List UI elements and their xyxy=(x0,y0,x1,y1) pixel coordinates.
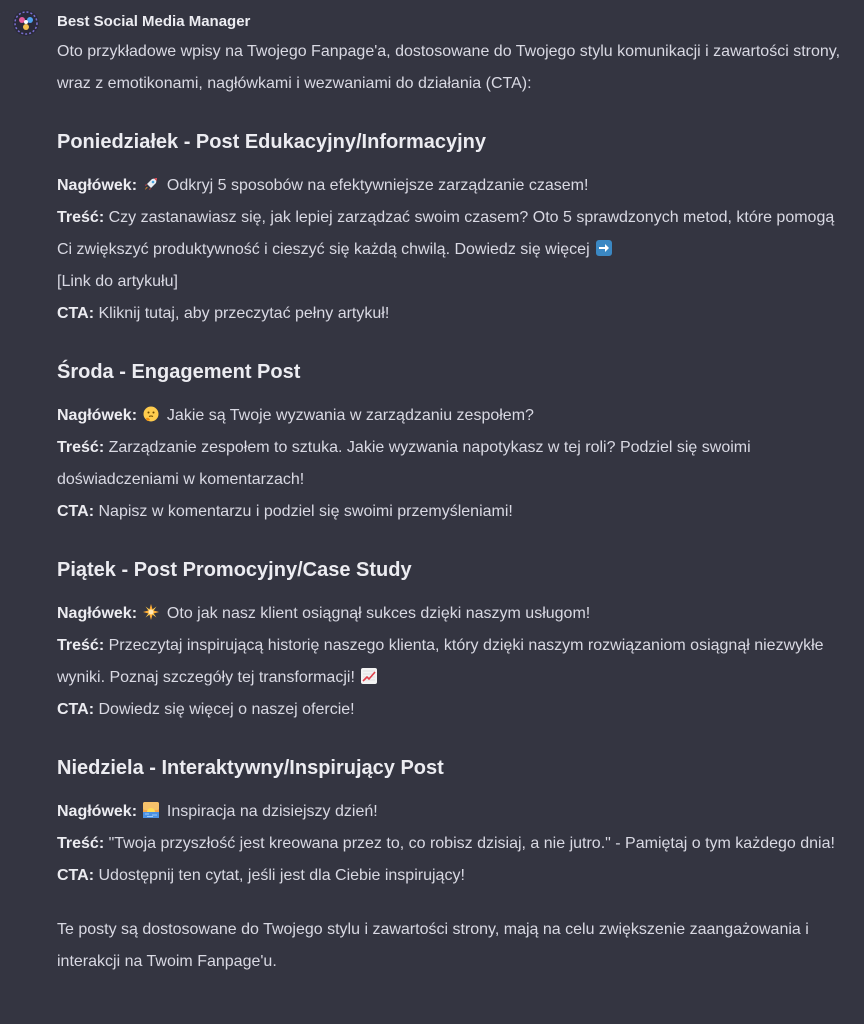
cta-label: CTA: xyxy=(57,867,95,884)
rocket-icon xyxy=(143,176,159,192)
cta-label: CTA: xyxy=(57,701,95,718)
chart-increasing-icon xyxy=(361,668,377,684)
body-line xyxy=(57,630,852,694)
section-title-monday: Poniedziałek - Post Edukacyjny/Informacyjny xyxy=(57,131,487,153)
cta-text: Napisz w komentarzu i podziel się swoimi przemyśleniami! xyxy=(98,503,513,520)
gpt-avatar-icon xyxy=(13,10,39,36)
article-link[interactable]: [Link do artykułu] xyxy=(57,273,178,290)
body-line xyxy=(57,202,852,298)
section-title-sunday: Niedziela - Interaktywny/Inspirujący Post xyxy=(57,757,444,779)
headline-label: Nagłówek: xyxy=(57,803,138,820)
right-arrow-icon xyxy=(596,240,612,256)
body-text: Czy zastanawiasz się, jak lepiej zarządzać swoim czasem? Oto 5 sprawdzonych metod, które pomogą Ci zwiększyć produktywność i cieszyć się każdą chwilą. Dowiedz się więcej xyxy=(57,209,835,258)
cta-text: Udostępnij ten cytat, jeśli jest dla Ciebie inspirujący! xyxy=(98,867,465,884)
message-content xyxy=(57,36,852,978)
cta-line xyxy=(57,860,852,892)
sunrise-icon xyxy=(143,802,159,818)
section-title-friday: Piątek - Post Promocyjny/Case Study xyxy=(57,559,412,581)
cta-line xyxy=(57,496,852,528)
headline-line xyxy=(57,796,852,828)
thinking-face-icon xyxy=(143,406,159,422)
body-label: Treść: xyxy=(57,835,105,852)
headline-text: Jakie są Twoje wyzwania w zarządzaniu zespołem? xyxy=(166,407,534,424)
headline-line xyxy=(57,400,852,432)
cta-line xyxy=(57,298,852,330)
cta-label: CTA: xyxy=(57,305,95,322)
body-label: Treść: xyxy=(57,637,105,654)
headline-label: Nagłówek: xyxy=(57,407,138,424)
headline-line xyxy=(57,598,852,630)
body-label: Treść: xyxy=(57,209,105,226)
headline-text: Odkryj 5 sposobów na efektywniejsze zarządzanie czasem! xyxy=(166,177,589,194)
body-text: Przeczytaj inspirującą historię naszego klienta, który dzięki naszym rozwiązaniom osiągnął niezwykłe wyniki. Poznaj szczegóły tej transformacji! xyxy=(57,637,824,686)
cta-text: Kliknij tutaj, aby przeczytać pełny artykuł! xyxy=(98,305,390,322)
body-text: "Twoja przyszłość jest kreowana przez to, co robisz dzisiaj, a nie jutro." - Pamiętaj o tym każdego dnia! xyxy=(108,835,835,852)
headline-text: Inspiracja na dzisiejszy dzień! xyxy=(166,803,378,820)
body-label: Treść: xyxy=(57,439,105,456)
headline-text: Oto jak nasz klient osiągnął sukces dzięki naszym usługom! xyxy=(166,605,591,622)
cta-label: CTA: xyxy=(57,503,95,520)
intro-paragraph: Oto przykładowe wpisy na Twojego Fanpage'a, dostosowane do Twojego stylu komunikacji i zawartości strony, wraz z emotikonami, nagłówkami i wezwaniami do działania (CTA): xyxy=(57,43,841,92)
cta-text: Dowiedz się więcej o naszej ofercie! xyxy=(98,701,355,718)
headline-label: Nagłówek: xyxy=(57,605,138,622)
body-text: Zarządzanie zespołem to sztuka. Jakie wyzwania napotykasz w tej roli? Podziel się swoimi doświadczeniami w komentarzach! xyxy=(57,439,751,488)
headline-label: Nagłówek: xyxy=(57,177,138,194)
sparkle-star-icon xyxy=(143,604,159,620)
headline-line xyxy=(57,170,852,202)
body-line xyxy=(57,828,852,860)
section-title-wednesday: Środa - Engagement Post xyxy=(57,361,301,383)
outro-paragraph: Te posty są dostosowane do Twojego stylu i zawartości strony, mają na celu zwiększenie zaangażowania i interakcji na Twoim Fanpage'u. xyxy=(57,921,809,970)
author-name: Best Social Media Manager xyxy=(57,13,251,30)
body-line xyxy=(57,432,852,496)
cta-line xyxy=(57,694,852,726)
